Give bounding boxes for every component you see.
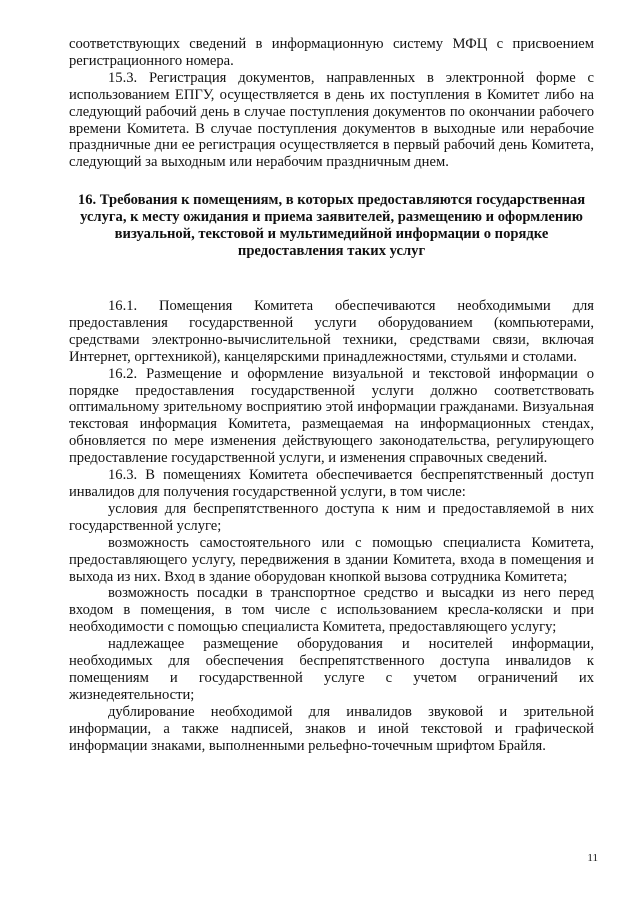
paragraph-16-3: 16.3. В помещениях Комитета обеспечивается беспрепятственный доступ инвалидов для получения государственной услуги, в том числе: — [69, 467, 594, 500]
continuation-paragraph: соответствующих сведений в информационную систему МФЦ с присвоением регистрационного номера. — [69, 36, 594, 69]
section-16-body — [69, 298, 594, 754]
top-text-block — [69, 36, 594, 171]
list-item-braille-duplication: дублирование необходимой для инвалидов звуковой и зрительной информации, а также надписей, знаков и иной текстовой и графической информации знаками, выполненными рельефно-точечным шрифтом Брайля. — [69, 703, 594, 754]
paragraph-16-1: 16.1. Помещения Комитета обеспечиваются необходимыми для предоставления государственной услуги оборудованием (компьютерами, средствами электронно-вычислительной техники, средствами связи, включая Интернет, оргтехникой), канцелярскими принадлежностями, стульями и столами. — [69, 298, 594, 365]
list-item-access-conditions: условия для беспрепятственного доступа к ним и предоставляемой в них государственной услуге; — [69, 500, 594, 534]
paragraph-15-3: 15.3. Регистрация документов, направленных в электронной форме с использованием ЕПГУ, осуществляется в день их поступления в Комитет либо на следующий рабочий день в случае поступления документов по окончании рабочего времени Комитета. В случае поступления документов в выходные или нерабочие праздничные дни ее регистрация осуществляется в первый рабочий день Комитета, следующий за выходным или нерабочим праздничным днем. — [69, 69, 594, 171]
list-item-equipment-placement: надлежащее размещение оборудования и носителей информации, необходимых для обеспечения беспрепятственного доступа инвалидов к помещениям и государственной услуге с учетом ограничений их жизнедеятельности; — [69, 636, 594, 703]
list-item-movement: возможность самостоятельного или с помощью специалиста Комитета, предоставляющего услугу, передвижения в здании Комитета, входа в помещения и выхода из них. Вход в здание оборудован кнопкой вызова сотрудника Комитета; — [69, 534, 594, 585]
page-number: 11 — [587, 852, 598, 864]
paragraph-16-2: 16.2. Размещение и оформление визуальной и текстовой информации о порядке предоставления государственной услуги должно соответствовать оптимальному зрительному восприятию этой информации гражданами. Визуальная текстовая информация Комитета, размещаемая на информационных стендах, обновляется по мере изменения действующего законодательства, регулирующего предоставление государственной услуги, и изменения справочных сведений. — [69, 365, 594, 467]
section-16-heading: 16. Требования к помещениям, в которых предоставляются государственная услуга, к месту ожидания и приема заявителей, размещению и оформлению визуальной, текстовой и мультимедийной информации о порядке предоставления таких услуг — [77, 192, 586, 259]
list-item-transport: возможность посадки в транспортное средство и высадки из него перед входом в помещения, в том числе с использованием кресла-коляски и при необходимости с помощью специалиста Комитета, предоставляющего услугу; — [69, 585, 594, 636]
